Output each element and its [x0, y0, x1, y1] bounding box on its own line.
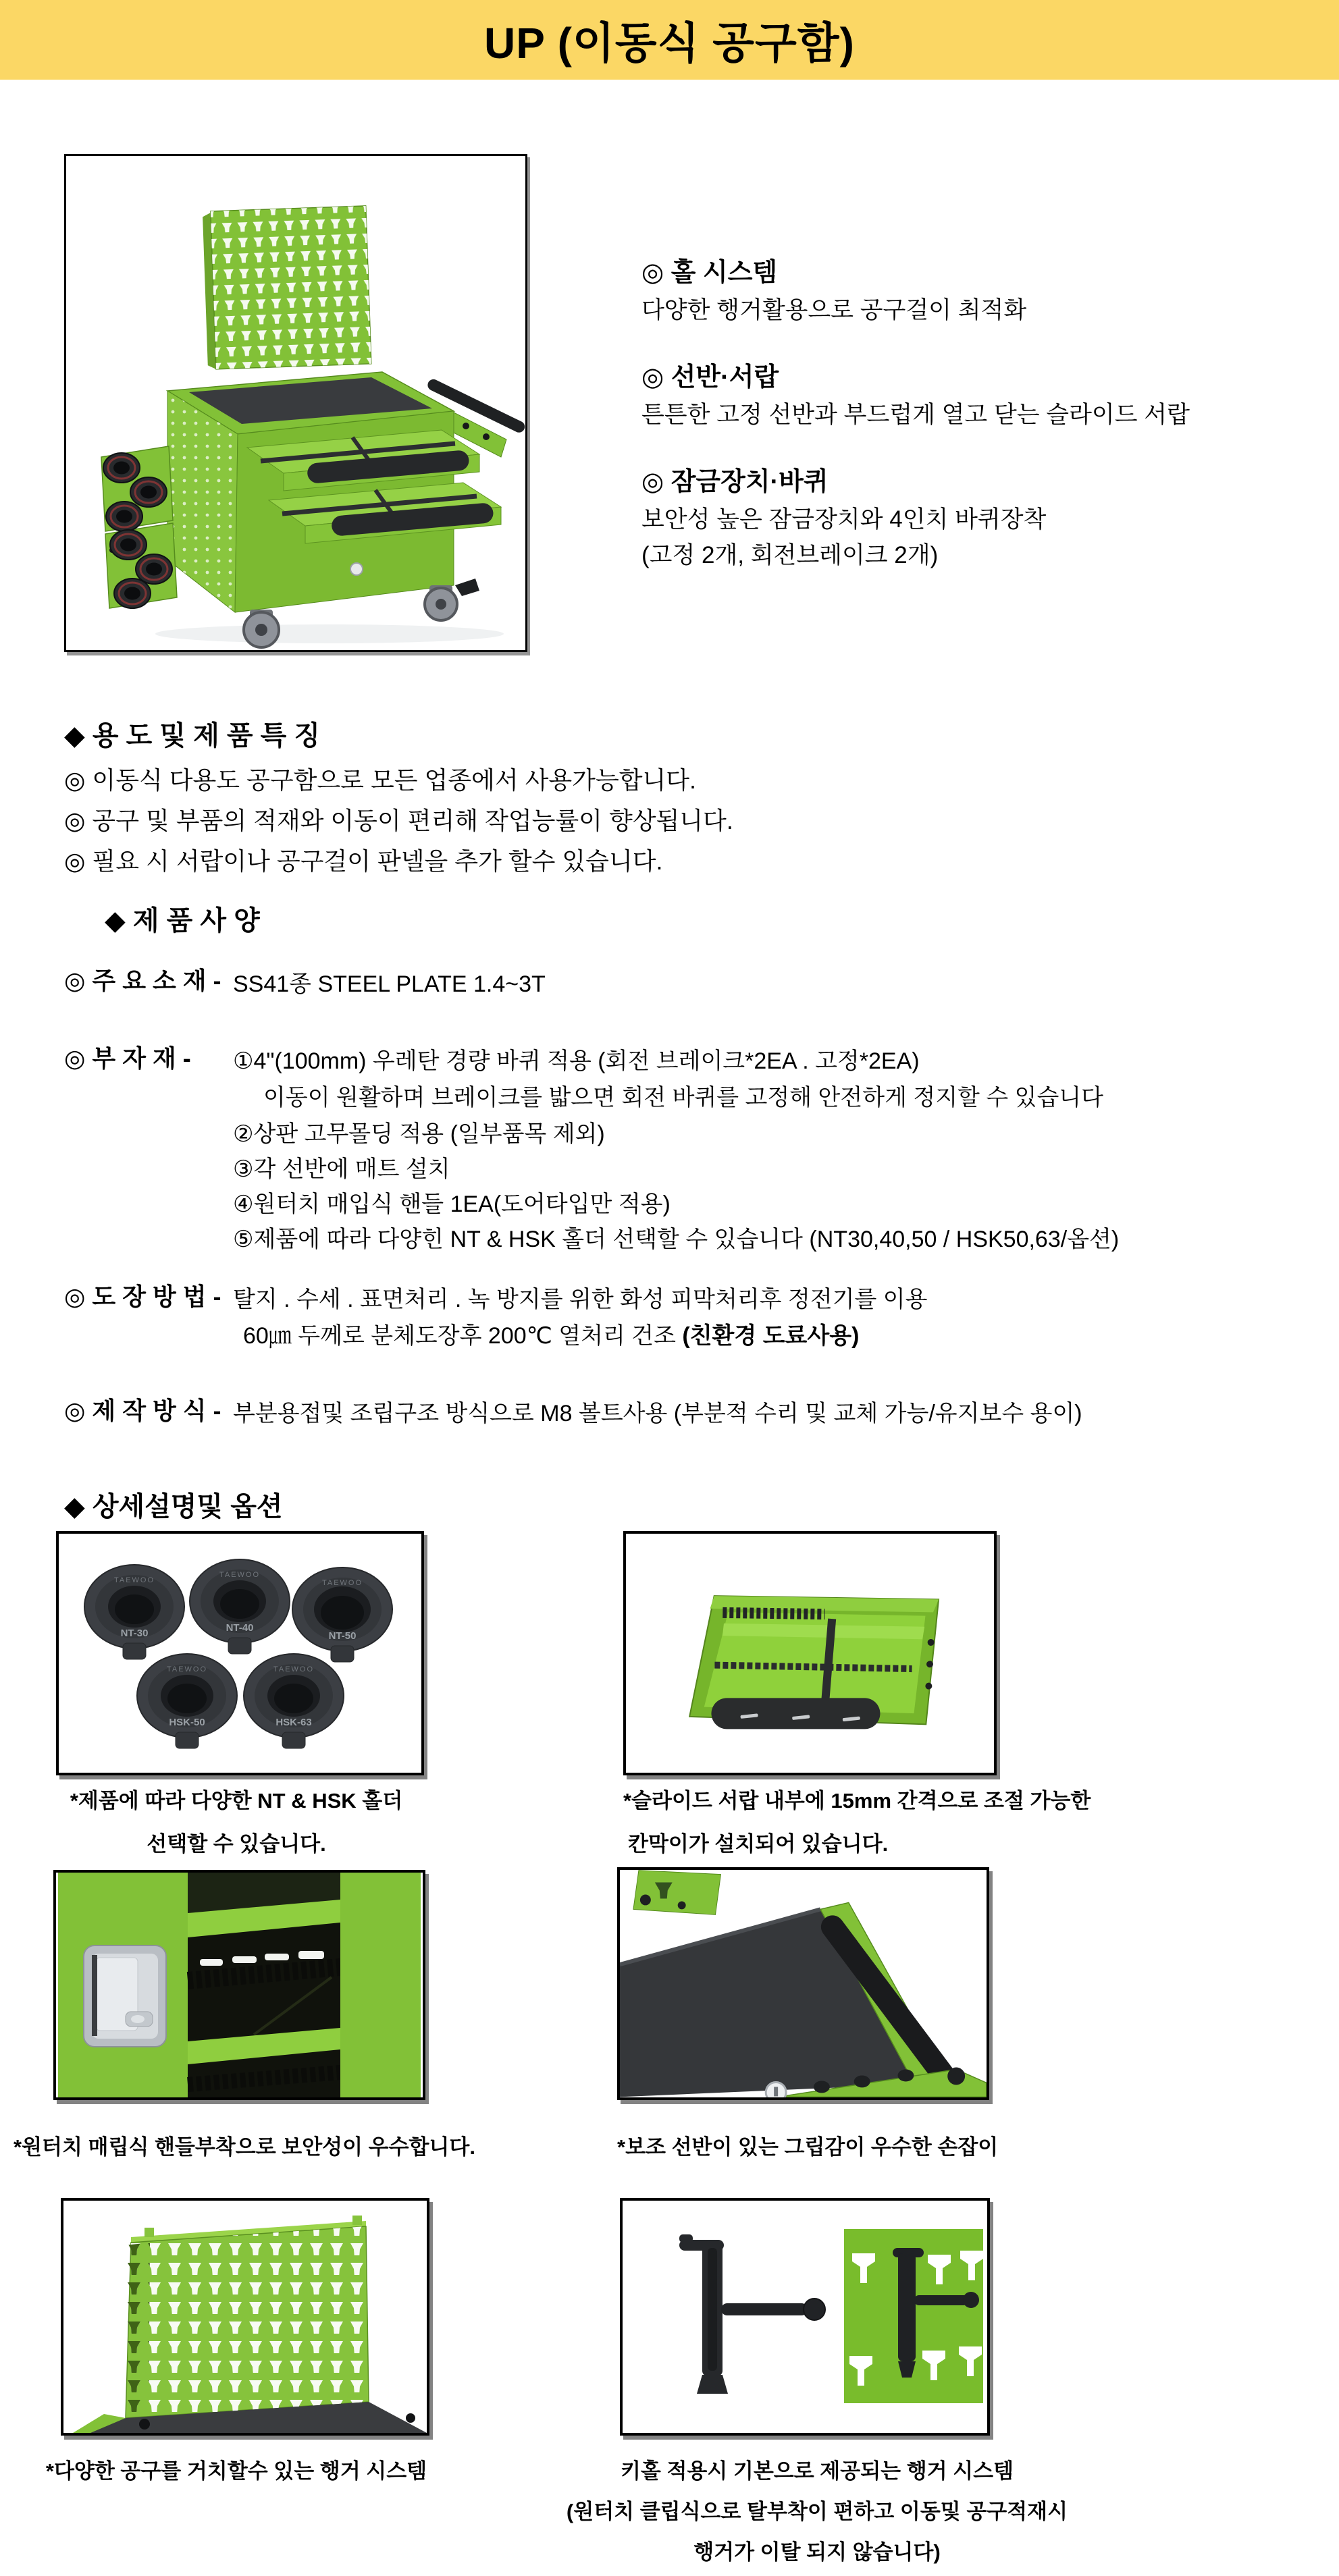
spec-label-material: ◎ 주 요 소 재 - [64, 967, 221, 994]
detail-image-nt-hsk-holders [56, 1531, 424, 1775]
detail-image-one-touch-handle [53, 1870, 425, 2100]
page-title: UP (이동식 공구함) [484, 19, 855, 68]
svg-text:NT-40: NT-40 [226, 1622, 254, 1634]
caption-hanger-line-1: 키홀 적용시 기본으로 제공되는 행거 시스템 [620, 2459, 1014, 2483]
caster-wheel-left [244, 610, 279, 647]
spec-accessories-line-6: ⑤제품에 따라 다양힌 NT & HSK 홀더 선택할 수 있습니다 (NT30,40,50 / HSK50,63/옵션) [233, 1227, 1120, 1252]
recessed-handle [84, 1946, 166, 2047]
svg-text:TAEWOO: TAEWOO [219, 1571, 261, 1579]
spec-accessories-line-5: ④원터치 매입식 핸들 1EA(도어타입만 적용) [233, 1191, 671, 1217]
caption-hanger-line-3: 행거가 이탈 되지 않습니다) [693, 2540, 941, 2564]
feature-heading-hole-system: ◎ 홀 시스템 [641, 259, 778, 287]
spec-value-material: SS41종 STEEL PLATE 1.4~3T [233, 971, 546, 997]
tool-cart-image [66, 156, 525, 650]
detail-image-slide-drawer [623, 1531, 997, 1775]
caption-holders-line-2: 선택할 수 있습니다. [147, 1832, 326, 1856]
spec-accessories-line-1: ①4"(100mm) 우레탄 경량 바퀴 적용 (회전 브레이크*2EA . 고정*2EA) [233, 1048, 920, 1074]
svg-text:HSK-63: HSK-63 [275, 1717, 312, 1728]
side-holder-racks [101, 446, 177, 608]
caption-drawer-line-1: *슬라이드 서랍 내부에 15mm 간격으로 조절 가능한 [623, 1789, 1091, 1813]
detail-image-grip-handle [617, 1867, 989, 2100]
detail-image-pegboard [61, 2198, 429, 2436]
caption-drawer-line-2: 칸막이가 설치되어 있습니다. [628, 1832, 889, 1856]
section-title-spec: ◆ 제 품 사 양 [105, 906, 260, 936]
spec-label-build: ◎ 제 작 방 식 - [64, 1397, 221, 1424]
title-banner [0, 0, 1339, 80]
caption-pegboard: *다양한 공구를 거치할수 있는 행거 시스템 [45, 2459, 427, 2483]
svg-text:TAEWOO: TAEWOO [166, 1665, 208, 1673]
spec-painting-line-2-bold: (친환경 도료사용) [682, 1323, 860, 1349]
spec-build-line: 부분용접및 조립구조 방식으로 M8 볼트사용 (부분적 수리 및 교체 가능/유지보수 용이) [233, 1401, 1082, 1426]
svg-text:TAEWOO: TAEWOO [113, 1576, 155, 1584]
drawer-handle [711, 1698, 880, 1729]
caption-holders-line-1: *제품에 따라 다양한 NT & HSK 홀더 [70, 1789, 403, 1813]
feature-heading-shelf-drawer: ◎ 선반·서랍 [641, 363, 779, 392]
feature-line-shelf-drawer: 튼튼한 고정 선반과 부드럽게 열고 닫는 슬라이드 서랍 [641, 402, 1190, 428]
caption-hanger-line-2: (원터치 클립식으로 탈부착이 편하고 이동및 공구적재시 [566, 2500, 1068, 2523]
svg-text:TAEWOO: TAEWOO [273, 1665, 315, 1673]
spec-accessories-line-2: 이동이 원활하며 브레이크를 밟으면 회전 바퀴를 고정해 안전하게 정지할 수 있습니다 [263, 1085, 1103, 1110]
detail-image-hanger-system [620, 2198, 990, 2436]
feature-line-lock-wheel-1: 보안성 높은 잠금장치와 4인치 바퀴장착 [641, 506, 1047, 533]
feature-line-hole-system: 다양한 행거활용으로 공구걸이 최적화 [641, 297, 1027, 323]
keyhole-panel [844, 2229, 983, 2403]
usage-bullet-3: ◎ 필요 시 서랍이나 공구걸이 판넬을 추가 할수 있습니다. [64, 847, 663, 875]
feature-heading-lock-wheel: ◎ 잠금장치·바퀴 [641, 468, 829, 496]
caption-handle: *원터치 매립식 핸들부착으로 보안성이 우수합니다. [14, 2135, 475, 2159]
spec-accessories-line-4: ③각 선반에 매트 설치 [233, 1156, 450, 1182]
svg-text:NT-50: NT-50 [328, 1630, 357, 1642]
svg-text:TAEWOO: TAEWOO [321, 1579, 363, 1587]
spec-label-painting: ◎ 도 장 방 법 - [64, 1283, 221, 1310]
usage-bullet-1: ◎ 이동식 다용도 공구함으로 모든 업종에서 사용가능합니다. [64, 766, 697, 794]
usage-bullet-2: ◎ 공구 및 부품의 적재와 이동이 편리해 작업능률이 향상됩니다. [64, 807, 733, 834]
spec-accessories-line-3: ②상판 고무몰딩 적용 (일부품목 제외) [233, 1121, 605, 1147]
product-image-frame [64, 154, 527, 652]
svg-text:HSK-50: HSK-50 [169, 1717, 205, 1728]
spec-painting-line-1: 탈지 . 수세 . 표면처리 . 녹 방지를 위한 화성 피막처리후 정전기를 이용 [233, 1287, 928, 1312]
spec-painting-line-2 [243, 1317, 859, 1350]
svg-text:NT-30: NT-30 [120, 1628, 149, 1639]
key-lock [350, 563, 363, 575]
caption-grip: *보조 선반이 있는 그립감이 우수한 손잡이 [617, 2135, 999, 2159]
feature-line-lock-wheel-2: (고정 2개, 회전브레이크 2개) [641, 542, 939, 568]
section-title-usage: ◆ 용 도 및 제 품 특 징 [64, 721, 321, 751]
pegboard-panel [203, 206, 371, 369]
section-title-details: ◆ 상세설명및 옵션 [64, 1492, 283, 1522]
spec-label-accessories: ◎ 부 자 재 - [64, 1044, 191, 1072]
spec-painting-line-2-normal: 60㎛ 두께로 분체도장후 200℃ 열처리 건조 [243, 1323, 683, 1349]
